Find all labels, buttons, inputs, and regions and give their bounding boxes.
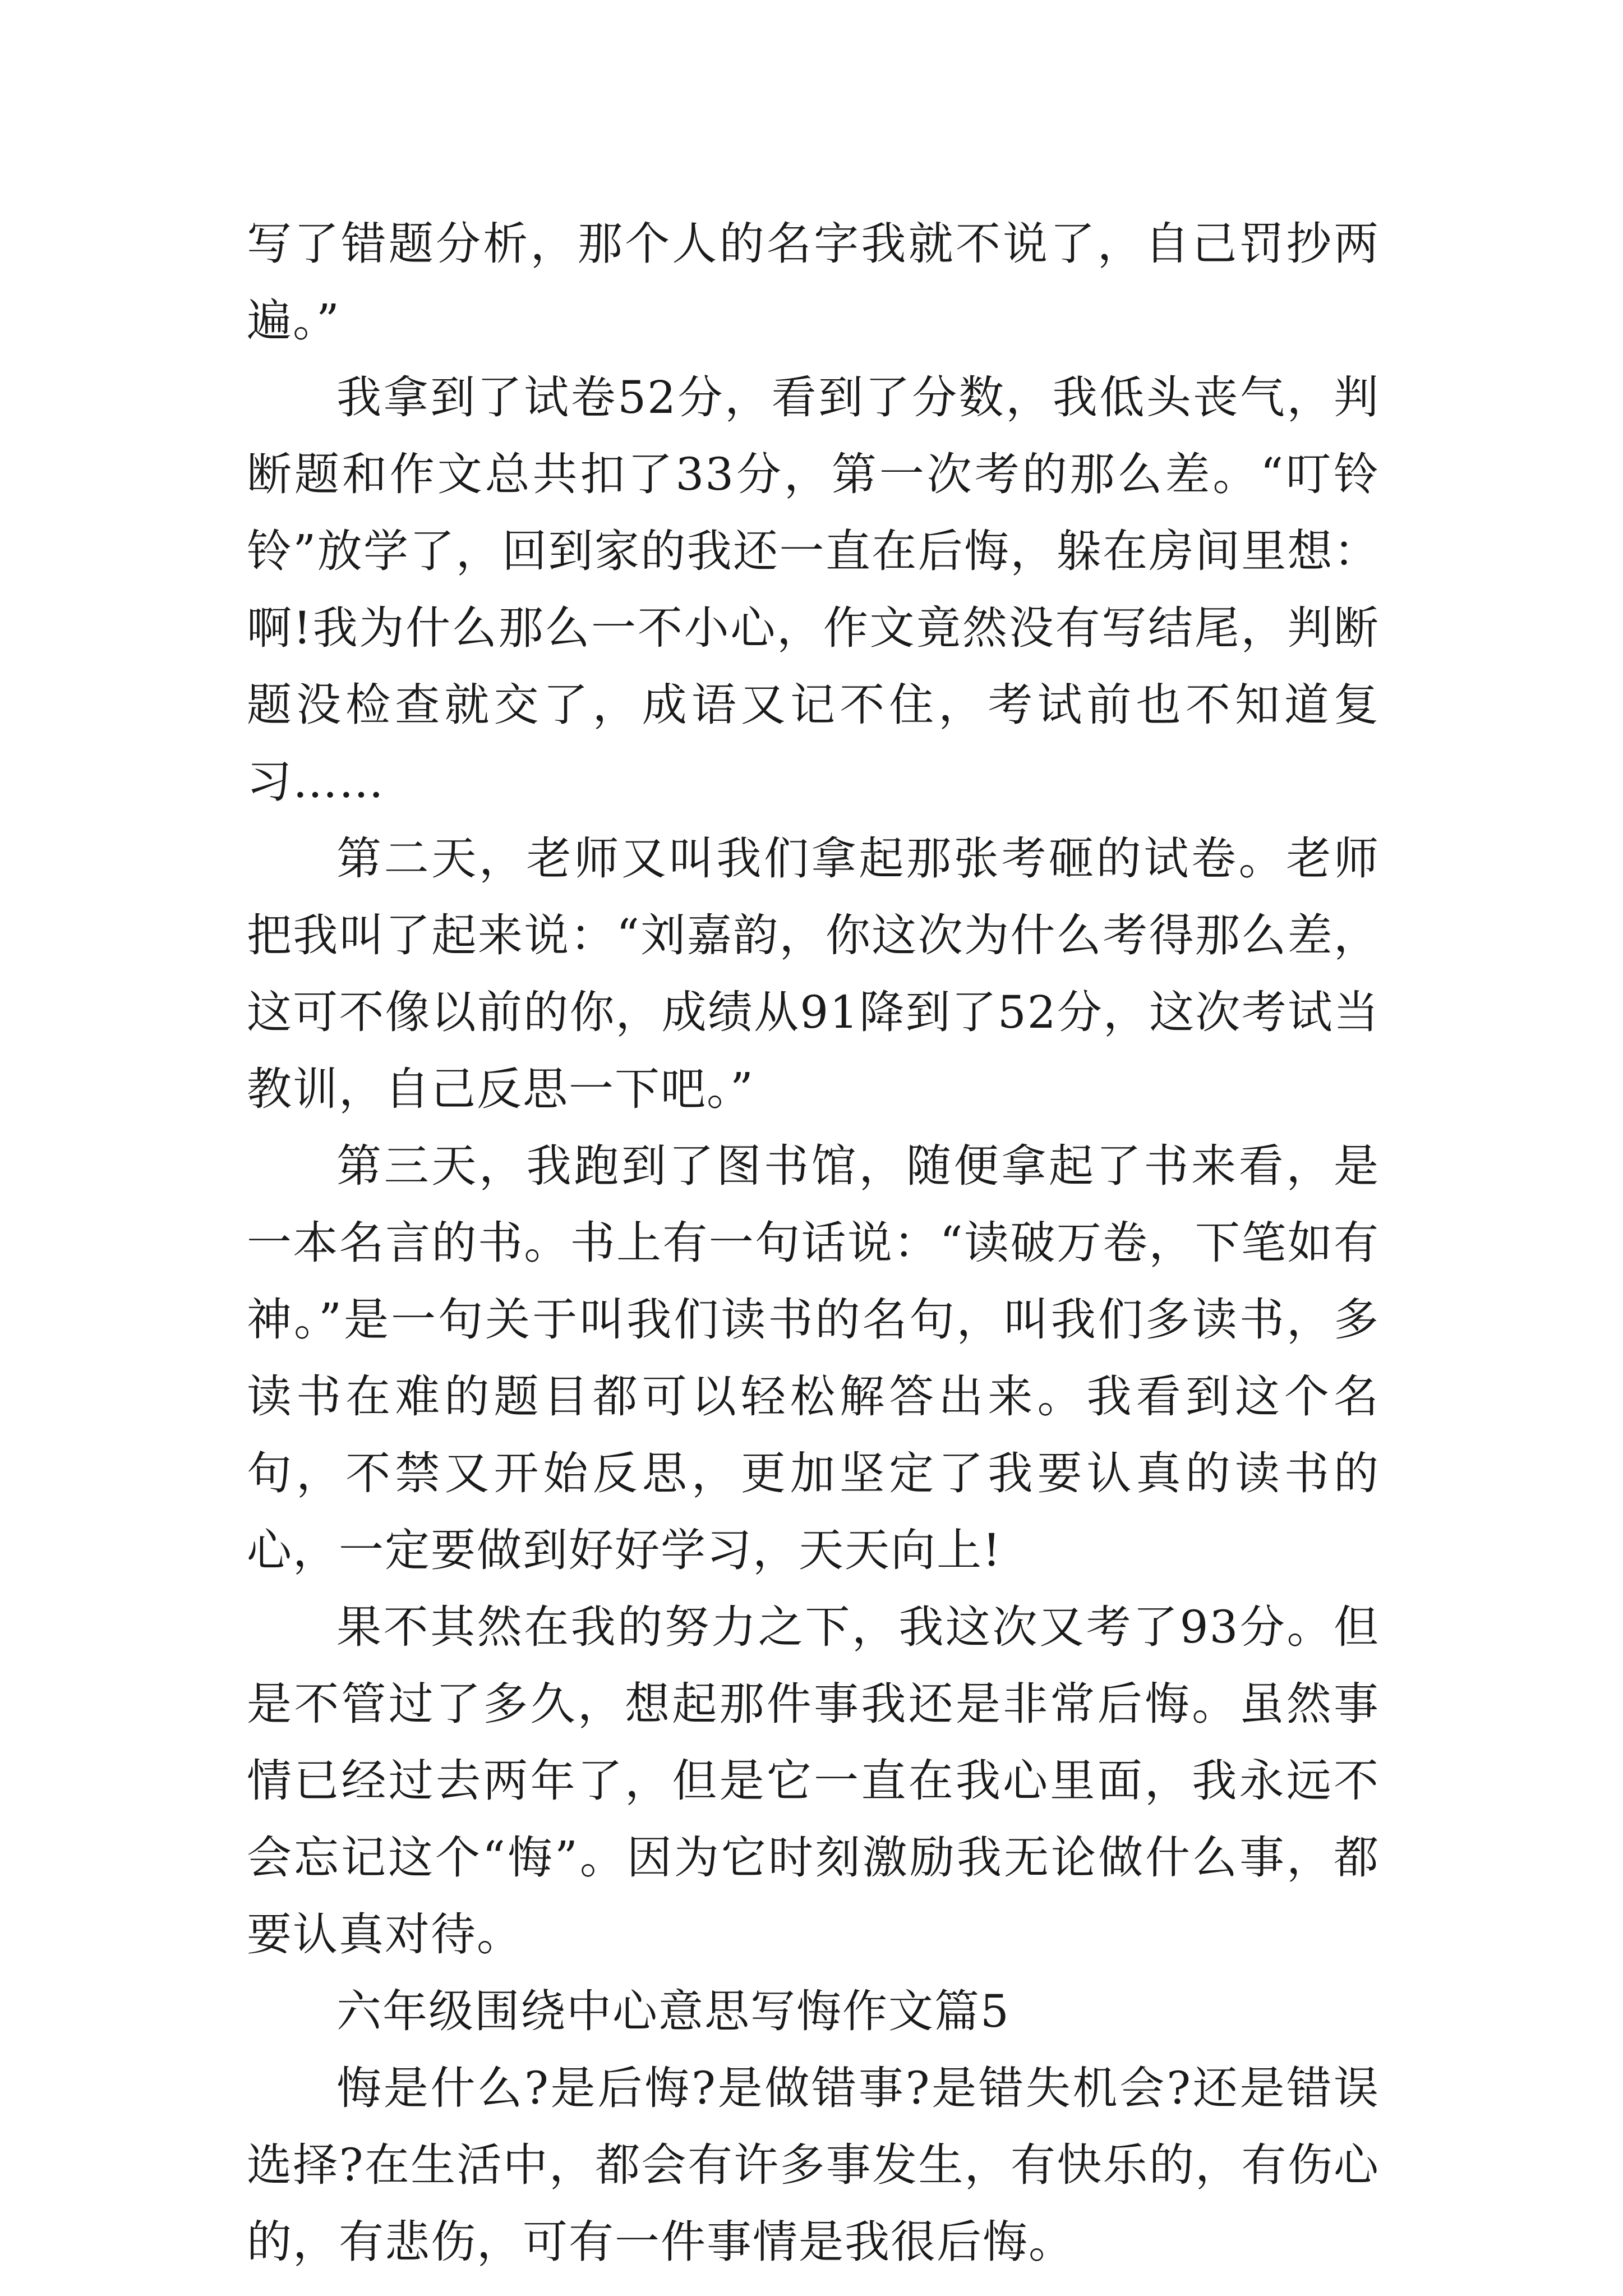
paragraph-second-day: 第二天，老师又叫我们拿起那张考砸的试卷。老师把我叫了起来说：“刘嘉韵，你这次为什么考得那么差，这可不像以前的你，成绩从91降到了52分，这次考试当教训，自己反思一下吧。”: [247, 832, 1380, 1115]
paragraph-test-score: 我拿到了试卷52分，看到了分数，我低头丧气，判断题和作文总共扣了33分，第一次考的那么差。“叮铃铃”放学了，回到家的我还一直在后悔，躲在房间里想：啊!我为什么那么一不小心，作文竟然没有写结尾，判断题没检查就交了，成语又记不住，考试前也不知道复习……: [247, 371, 1380, 808]
paragraph-what-is-regret: 悔是什么?是后悔?是做错事?是错失机会?还是错误选择?在生活中，都会有许多事发生，有快乐的，有伤心的，有悲伤，可有一件事情是我很后悔。: [247, 2062, 1380, 2268]
paragraph-third-day: 第三天，我跑到了图书馆，随便拿起了书来看，是一本名言的书。书上有一句话说：“读破万卷，下笔如有神。”是一句关于叫我们读书的名句，叫我们多读书，多读书在难的题目都可以轻松解答出来。我看到这个名句，不禁又开始反思，更加坚定了我要认真的读书的心，一定要做到好好学习，天天向上!: [247, 1140, 1380, 1576]
essay-body: [247, 205, 1380, 2280]
paragraph-result: 果不其然在我的努力之下，我这次又考了93分。但是不管过了多久，想起那件事我还是非常后悔。虽然事情已经过去两年了，但是它一直在我心里面，我永远不会忘记这个“悔”。因为它时刻激励我无论做什么事，都要认真对待。: [247, 1601, 1380, 1961]
paragraph-continuation: 写了错题分析，那个人的名字我就不说了，自己罚抄两遍。”: [247, 218, 1380, 347]
essay-title: 六年级围绕中心意思写悔作文篇5: [336, 1985, 1010, 2037]
